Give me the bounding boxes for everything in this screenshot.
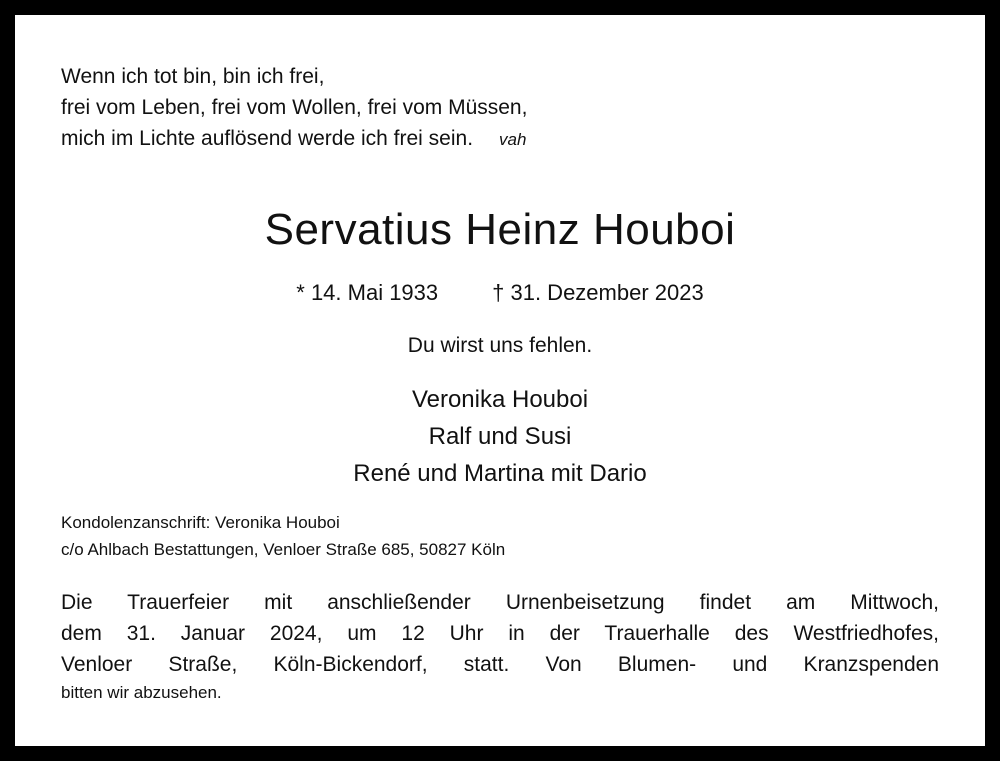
death-date: † 31. Dezember 2023 (492, 280, 704, 305)
poem-line (61, 123, 527, 155)
condolence-address-line: Kondolenzanschrift: Veronika Houboi (61, 513, 340, 532)
birth-date: * 14. Mai 1933 (296, 280, 439, 305)
mourner-name: Ralf und Susi (428, 423, 572, 450)
farewell-text: Du wirst uns fehlen. (407, 334, 593, 357)
obituary-notice (15, 15, 985, 746)
poem-line: frei vom Leben, frei vom Wollen, frei vom Müssen, (61, 96, 528, 119)
funeral-notice-line: Die Trauerfeier mit anschließender Urnenbeisetzung findet am Mittwoch, (61, 591, 939, 614)
condolence-address-line: c/o Ahlbach Bestattungen, Venloer Straße 685, 50827 Köln (61, 540, 506, 559)
funeral-notice-line: Venloer Straße, Köln-Bickendorf, statt. Von Blumen- und Kranzspenden (61, 653, 939, 676)
poem-author: vah (499, 130, 527, 149)
funeral-notice-line: dem 31. Januar 2024, um 12 Uhr in der Trauerhalle des Westfriedhofes, (61, 622, 939, 645)
poem (61, 61, 527, 155)
mourner-name: René und Martina mit Dario (353, 460, 647, 487)
life-dates (15, 278, 985, 308)
funeral-notice (61, 587, 939, 706)
poem-line-text: mich im Lichte auflösend werde ich frei sein. (61, 127, 474, 150)
funeral-notice-line: bitten wir abzusehen. (61, 683, 222, 702)
deceased-name: Servatius Heinz Houboi (264, 205, 736, 254)
mourners-list (15, 381, 985, 492)
condolence-address (61, 509, 505, 563)
poem-line: Wenn ich tot bin, bin ich frei, (61, 65, 325, 88)
mourner-name: Veronika Houboi (411, 386, 589, 413)
